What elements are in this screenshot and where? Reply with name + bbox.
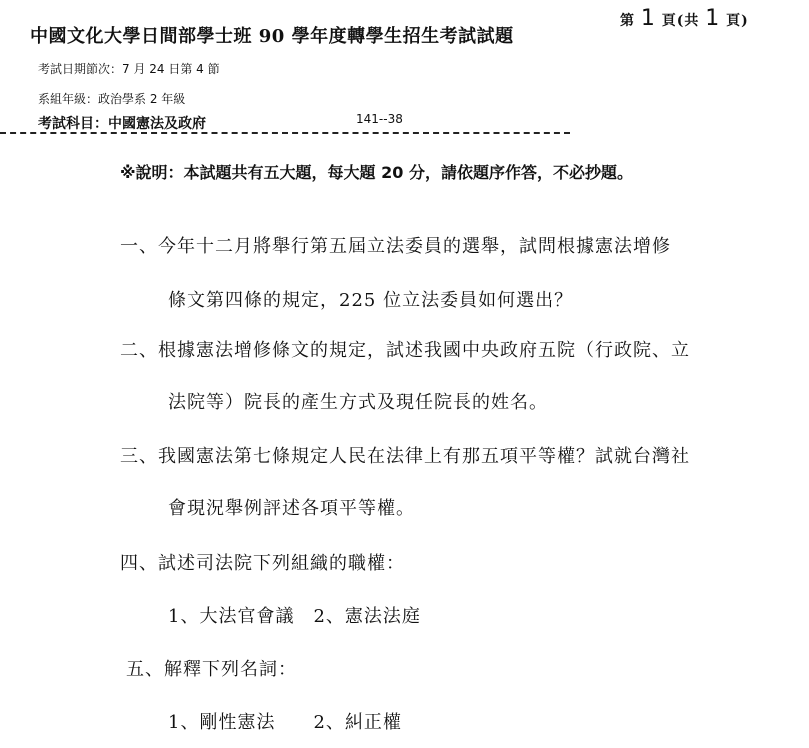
question-1-line-2: 條文第四條的規定，225 位立法委員如何選出？	[168, 290, 574, 311]
question-2-line-1: 二、根據憲法增修條文的規定，試述我國中央政府五院（行政院、立	[120, 340, 690, 361]
dept-grade: 系組年級：政治學系 2 年級	[38, 92, 186, 106]
exam-code: 141--38	[356, 112, 403, 126]
exam-title: 中國文化大學日間部學士班 90 學年度轉學生招生考試試題	[30, 26, 514, 47]
page-mid: 頁(共	[661, 13, 700, 29]
page-prefix: 第	[620, 13, 635, 29]
page-suffix: 頁)	[726, 13, 749, 29]
exam-subject: 考試科目：中國憲法及政府	[38, 116, 206, 132]
question-2-line-2: 法院等）院長的產生方式及現任院長的姓名。	[168, 392, 548, 413]
question-3-line-1: 三、我國憲法第七條規定人民在法律上有那五項平等權？試就台灣社	[120, 446, 690, 467]
question-5-line-2: 1、剛性憲法 2、糾正權	[168, 712, 402, 733]
question-4-line-2: 1、大法官會議 2、憲法法庭	[168, 606, 421, 627]
page-current: 1	[640, 6, 656, 31]
instructions-note: ※說明：本試題共有五大題，每大題 20 分，請依題序作答，不必抄題。	[120, 163, 633, 182]
page-total: 1	[705, 6, 721, 31]
page-number	[620, 6, 749, 31]
question-1-line-1: 一、今年十二月將舉行第五屆立法委員的選舉，試問根據憲法增修	[120, 236, 671, 257]
question-4-line-1: 四、試述司法院下列組織的職權：	[120, 553, 405, 574]
question-5-line-1: 五、解釋下列名詞：	[126, 659, 297, 680]
question-3-line-2: 會現況舉例評述各項平等權。	[168, 498, 415, 519]
header-divider	[0, 132, 570, 134]
exam-date: 考試日期節次：7 月 24 日第 4 節	[38, 62, 220, 76]
